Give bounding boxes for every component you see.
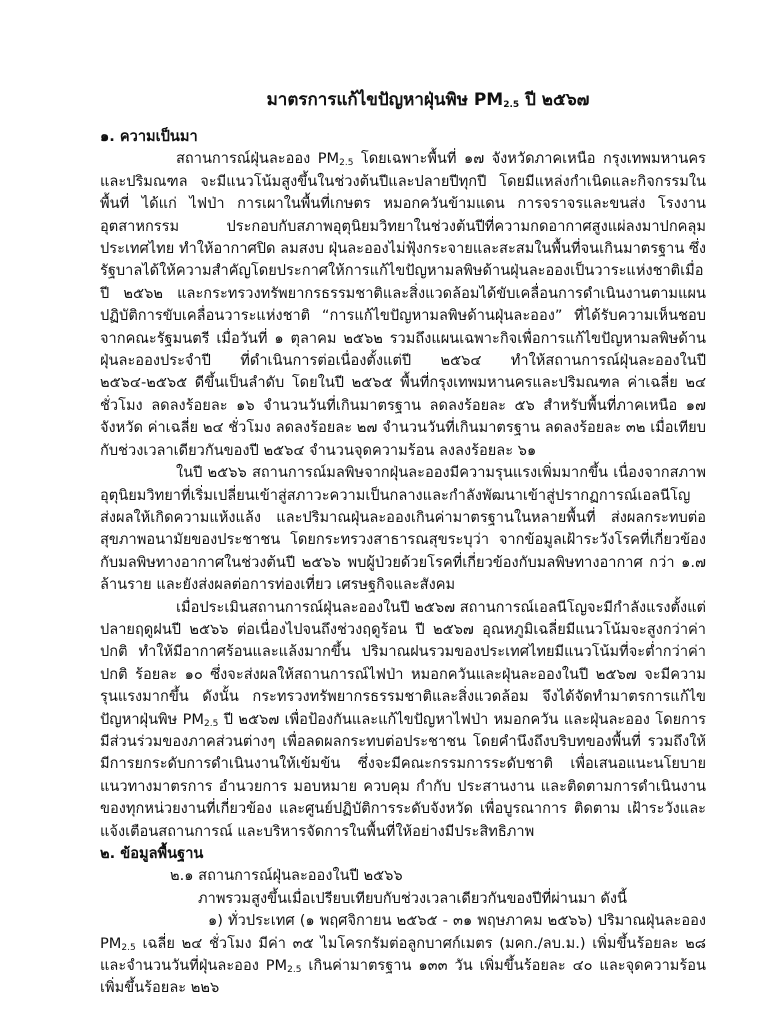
title-text: มาตรการแก้ไขปัญหาฝุ่นพิษ PM — [266, 90, 504, 110]
paragraph-1-text-a: สถานการณ์ฝุ่นละออง PM — [176, 150, 340, 168]
item-1-text-c: เกินค่ามาตรฐาน ๑๓๓ วัน เพิ่มขึ้นร้อยละ ๔๐ และจุดความร้อนเพิ่มขึ้นร้อยละ ๒๒๖ — [100, 957, 707, 997]
item-1-subscript-2: 2.5 — [287, 965, 302, 976]
item-1-subscript-1: 2.5 — [121, 942, 136, 953]
section-1-paragraph-3 — [100, 597, 706, 843]
section-1-heading: ๑. ความเป็นมา — [100, 128, 198, 145]
section-1-paragraph-1 — [100, 148, 706, 462]
item-1-text-a: ๑) ทั่วประเทศ (๑ พฤศจิกายน ๒๕๖๕ - ๓๑ พฤษภาคม ๒๕๖๖) ปริมาณฝุ่นละออง PM — [100, 912, 706, 952]
section-1-paragraph-2: ในปี ๒๕๖๖ สถานการณ์มลพิษจากฝุ่นละอองมีความรุนแรงเพิ่มมากขึ้น เนื่องจากสภาพอุตุนิยมวิทยาที่เริ่มเปลี่ยนเข้าสู่สภาวะความเป็นกลางและกำลังพัฒนาเข้าสู่ปรากฏการณ์เอลนีโญ ส่งผลให้เกิดความแห้งแล้ง และปริมาณฝุ่นละอองเกินค่ามาตรฐานในหลายพื้นที่ ส่งผลกระทบต่อสุขภาพอนามัยของประชาชน โดยกระทรวงสาธารณสุขระบุว่า จากข้อมูลเฝ้าระวังโรคที่เกี่ยวข้องกับมลพิษทางอากาศในช่วงต้นปี ๒๕๖๖ พบผู้ป่วยด้วยโรคที่เกี่ยวข้องกับมลพิษทางอากาศ กว่า ๑.๗ ล้านราย และยังส่งผลต่อการท่องเที่ยว เศรษฐกิจและสังคม — [100, 464, 706, 594]
title-subscript: 2.5 — [503, 100, 520, 110]
section-2-heading: ๒. ข้อมูลพื้นฐาน — [100, 845, 204, 862]
paragraph-3-subscript: 2.5 — [204, 718, 219, 729]
section-2-1-item-1 — [100, 910, 706, 1000]
paragraph-1-text-b: โดยเฉพาะพื้นที่ ๑๗ จังหวัดภาคเหนือ กรุงเทพมหานครและปริมณฑล จะมีแนวโน้มสูงขึ้นในช่วงต้นปีและปลายปีทุกปี โดยมีแหล่งกำเนิดและกิจกรรมในพื้นที่ ได้แก่ ไฟป่า การเผาในพื้นที่เกษตร หมอกควันข้ามแดน การจราจรและขนส่ง โรงงานอุตสาหกรรม ประกอบกับสภาพอุตุนิยมวิทยาในช่วงต้นปีที่ความกดอากาศสูงแผ่ลงมาปกคลุมประเทศไทย ทำให้อากาศปิด ลมสงบ ฝุ่นละอองไม่ฟุ้งกระจายและสะสมในพื้นที่จนเกินมาตรฐาน ซึ่งรัฐบาลได้ให้ความสำคัญโดยประกาศให้การแก้ไขปัญหามลพิษด้านฝุ่นละอองเป็นวาระแห่งชาติเมื่อปี ๒๕๖๒ และกระทรวงทรัพยากรธรรมชาติและสิ่งแวดล้อมได้ขับเคลื่อนการดำเนินงานตามแผนปฏิบัติการขับเคลื่อนวาระแห่งชาติ “การแก้ไขปัญหามลพิษด้านฝุ่นละออง” ที่ได้รับความเห็นชอบจากคณะรัฐมนตรี เมื่อวันที่ ๑ ตุลาคม ๒๕๖๒ รวมถึงแผนเฉพาะกิจเพื่อการแก้ไขปัญหามลพิษด้านฝุ่นละอองประจำปี ที่ดำเนินการต่อเนื่องตั้งแต่ปี ๒๕๖๔ ทำให้สถานการณ์ฝุ่นละอองในปี ๒๕๖๔-๒๕๖๕ ดีขึ้นเป็นลำดับ โดยในปี ๒๕๖๕ พื้นที่กรุงเทพมหานครและปริมณฑล ค่าเฉลี่ย ๒๔ ชั่วโมง ลดลงร้อยละ ๑๖ จำนวนวันที่เกินมาตรฐาน ลดลงร้อยละ ๕๖ สำหรับพื้นที่ภาคเหนือ ๑๗ จังหวัด ค่าเฉลี่ย ๒๔ ชั่วโมง ลดลงร้อยละ ๒๗ จำนวนวันที่เกินมาตรฐาน ลดลงร้อยละ ๓๒ เมื่อเทียบกับช่วงเวลาเดียวกันของปี ๒๕๖๔ จำนวนจุดความร้อน ลงลงร้อยละ ๖๑ — [100, 150, 706, 459]
paragraph-1-subscript: 2.5 — [339, 158, 354, 169]
section-2-1-intro: ภาพรวมสูงขึ้นเมื่อเปรียบเทียบกับช่วงเวลาเดียวกันของปีที่ผ่านมา ดังนี้ — [198, 889, 627, 907]
document-title — [150, 88, 706, 112]
section-2-1-heading: ๒.๑ สถานการณ์ฝุ่นละอองในปี ๒๕๖๖ — [170, 867, 403, 885]
paragraph-3-text-a: เมื่อประเมินสถานการณ์ฝุ่นละอองในปี ๒๕๖๗ สถานการณ์เอลนีโญจะมีกำลังแรงตั้งแต่ปลายฤดูฝนปี ๒๕๖๖ ต่อเนื่องไปจนถึงช่วงฤดูร้อน ปี ๒๕๖๗ อุณหภูมิเฉลี่ยมีแนวโน้มจะสูงกว่าค่าปกติ ทำให้มีอากาศร้อนและแล้งมากขึ้น ปริมาณฝนรวมของประเทศไทยมีแนวโน้มที่จะต่ำกว่าค่าปกติ ร้อยละ ๑๐ ซึ่งจะส่งผลให้สถานการณ์ไฟป่า หมอกควันและฝุ่นละอองในปี ๒๕๖๗ จะมีความรุนแรงมากขึ้น ดังนั้น กระทรวงทรัพยากรธรรมชาติและสิ่งแวดล้อม จึงได้จัดทำมาตรการแก้ไขปัญหาฝุ่นพิษ PM — [100, 598, 706, 728]
paragraph-3-text-b: ปี ๒๕๖๗ เพื่อป้องกันและแก้ไขปัญหาไฟป่า หมอกควัน และฝุ่นละออง โดยการมีส่วนร่วมของภาคส่วนต่างๆ เพื่อลดผลกระทบต่อประชาชน โดยคำนึงถึงบริบทของพื้นที่ รวมถึงให้มีการยกระดับการดำเนินงานให้เข้มข้น ซึ่งจะมีคณะกรรมการระดับชาติ เพื่อเสนอแนะนโยบาย แนวทางมาตรการ อำนวยการ มอบหมาย ควบคุม กำกับ ประสานงาน และติดตามการดำเนินงานของทุกหน่วยงานที่เกี่ยวข้อง และศูนย์ปฏิบัติการระดับจังหวัด เพื่อบูรณาการ ติดตาม เฝ้าระวังและแจ้งเตือนสถานการณ์ และบริหารจัดการในพื้นที่ให้อย่างมีประสิทธิภาพ — [100, 710, 707, 840]
item-1-text-b: เฉลี่ย ๒๔ ชั่วโมง มีค่า ๓๕ ไมโครกรัมต่อลูกบาศก์เมตร (มคก./ลบ.ม.) เพิ่มขึ้นร้อยละ ๒๘ และจำนวนวันที่ฝุ่นละออง PM — [100, 934, 706, 975]
title-year: ปี ๒๕๖๗ — [519, 90, 590, 110]
